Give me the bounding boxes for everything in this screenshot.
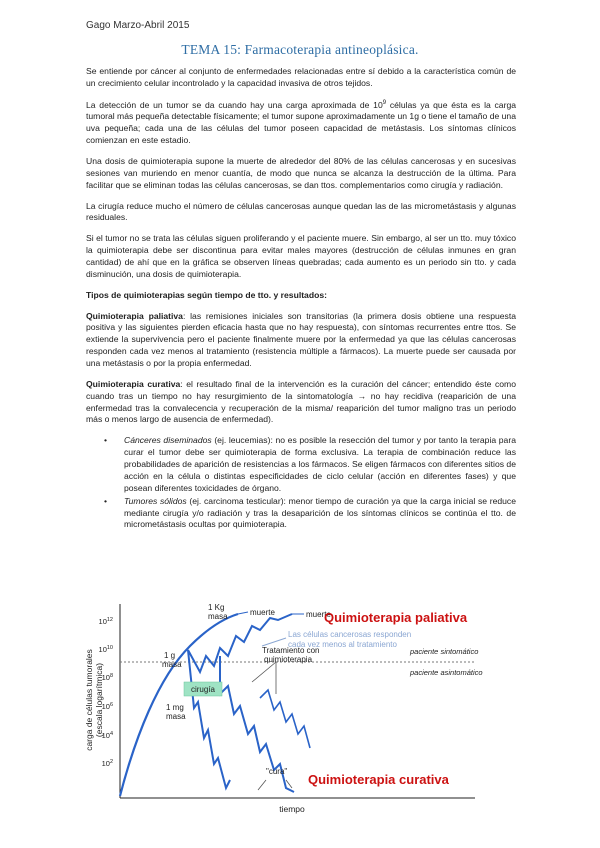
kg-mass-label: masa xyxy=(208,612,228,621)
paliativa-title: Quimioterapia paliativa xyxy=(324,610,468,625)
x-axis-label: tiempo xyxy=(279,804,305,814)
annotation-arrow xyxy=(262,638,286,646)
paragraph-dose: Una dosis de quimioterapia supone la muerte de alrededor del 80% de las células cancerosas y en sucesivas sesiones van muriendo en menor cuantía, de modo que nunca se alcanza la destrucción de la última. Para facilitar que se eliminan todas las células cancerosas, se dan ttos. complementarios como cirugía y radiación. xyxy=(86,156,516,190)
mg-mass-label: masa xyxy=(166,712,186,721)
cura-label: "cura" xyxy=(266,767,288,776)
response-note: cada vez menos al tratamiento xyxy=(288,640,397,649)
curativa-curve xyxy=(188,650,230,788)
section-heading: Tipos de quimioterapias según tiempo de tto. y resultados: xyxy=(86,289,327,300)
curativa-title: Quimioterapia curativa xyxy=(308,772,449,787)
bullet-list xyxy=(86,435,516,531)
tratamiento-label: Tratamiento con xyxy=(262,646,320,655)
paragraph-paliativa: Quimioterapia paliativa: las remisiones iniciales son transitorias (la primera dosis obtiene una respuesta positiva y las siguientes pierden eficacia hasta que no hay respuesta), con síntomas recurrentes entre ttos. Se extiende la supervivencia pero el paciente finalmente muere por la enfermedad ya que las células cancerosas responden cada vez menos al tratamiento (resistencia múltiple a fármacos). La muerte puede ser causada por una metástasis o por la propia enfermedad. xyxy=(86,310,517,369)
g-mass-label: masa xyxy=(162,660,182,669)
muerte-label: muerte xyxy=(306,610,331,619)
tick-label: $10^{12}$ xyxy=(98,617,113,626)
page-title: TEMA 15: Farmacoterapia antineoplásica. xyxy=(181,42,419,57)
g-mass-label: 1 g xyxy=(164,651,176,660)
list-item: • Tumores sólidos (ej. carcinoma testicular): menor tiempo de curación ya que la carga inicial se reduce mediante cirugía y/o radiación y tras la desaparición de los síntomas clínicos se continúa el tto. de micrometástasis ocultas por quimioterapia. xyxy=(104,495,516,530)
tick-label: $10^6$ xyxy=(101,702,113,711)
muerte-label: muerte xyxy=(250,608,275,617)
cirugia-label: cirugía xyxy=(190,685,216,694)
kg-mass-label: 1 Kg xyxy=(208,603,225,612)
list-item: • Cánceres diseminados (ej. leucemias): no es posible la resección del tumor y por tanto la terapia para curar el tumor debe ser quimioterapia de forma exclusiva. La terapia de combinación reduce las probabilidades de aparición de resistencias a los fármacos. Se eligen fármacos con diferentes sitios de acción en la célula o distintas especificidades de ciclo celular (acción en diferentes fases) y que posean diferentes toxicidades de órgano. xyxy=(104,435,516,493)
tick-label: $10^4$ xyxy=(101,731,113,740)
tick-label: $10^2$ xyxy=(101,759,113,768)
tratamiento-label: quimioterapia xyxy=(264,655,313,664)
paragraph-curativa: Quimioterapia curativa: el resultado final de la intervención es la curación del cáncer; entendido éste como cuando tras un tiempo no hay resurgimiento de la sintomatología → no hay recidiva (reaparición de una enfermedad tras la convalecencia y recuperación de la misma/ reaparición del tumor maligno tras un periodo más o menos largo de ausencia de enfermedad). xyxy=(86,378,516,425)
y-axis-label: carga de células tumorales xyxy=(84,649,94,751)
response-note: Las células cancerosas responden xyxy=(288,630,412,639)
paragraph-intro: Se entiende por cáncer al conjunto de enfermedades relacionadas entre sí debido a la característica común de un crecimiento celular incontrolado y la capacidad invasiva de otros tejidos. xyxy=(86,66,516,88)
tick-label: $10^8$ xyxy=(101,673,113,682)
mg-mass-label: 1 mg xyxy=(166,703,184,712)
asintomatico-label: paciente asintomático xyxy=(410,668,483,677)
document-body xyxy=(86,66,516,532)
chemotherapy-figure xyxy=(80,598,520,830)
sintomatico-label: paciente sintomático xyxy=(410,647,479,656)
page-header: Gago Marzo-Abril 2015 xyxy=(86,20,190,31)
relapse-curve xyxy=(260,690,310,748)
y-axis-label: (escala logarítmica) xyxy=(94,662,104,738)
arrow xyxy=(238,612,248,614)
paragraph-detection: La detección de un tumor se da cuando hay una carga aproximada de $10^9$ células ya que ésta es la carga tumoral más pequeña detectable físicamente; el tumor supone aproximadamente un 1g o tiene el tamaño de una uva pequeña; cada una de las células del tumor poseen capacidad de metástasis. Los síntomas clínicos comienzan en este estadio. xyxy=(86,99,516,146)
paragraph-untreated: Si el tumor no se trata las células siguen proliferando y el paciente muere. Sin embargo, al ser un tto. muy tóxico la quimioterapia debe ser discontinua para evitar males mayores (destrucción de células inmunes en gran cantidad) de ahí que en la gráfica se observen líneas quebradas; cada aumento es un periodo sin tto. y cada disminución, una dosis de quimioterapia. xyxy=(86,233,516,279)
paragraph-surgery: La cirugía reduce mucho el número de células cancerosas aunque quedan las de las micrometástasis y algunas residuales. xyxy=(86,200,516,223)
annotation-arrow xyxy=(252,662,276,682)
tick-label: $10^{10}$ xyxy=(98,645,113,654)
